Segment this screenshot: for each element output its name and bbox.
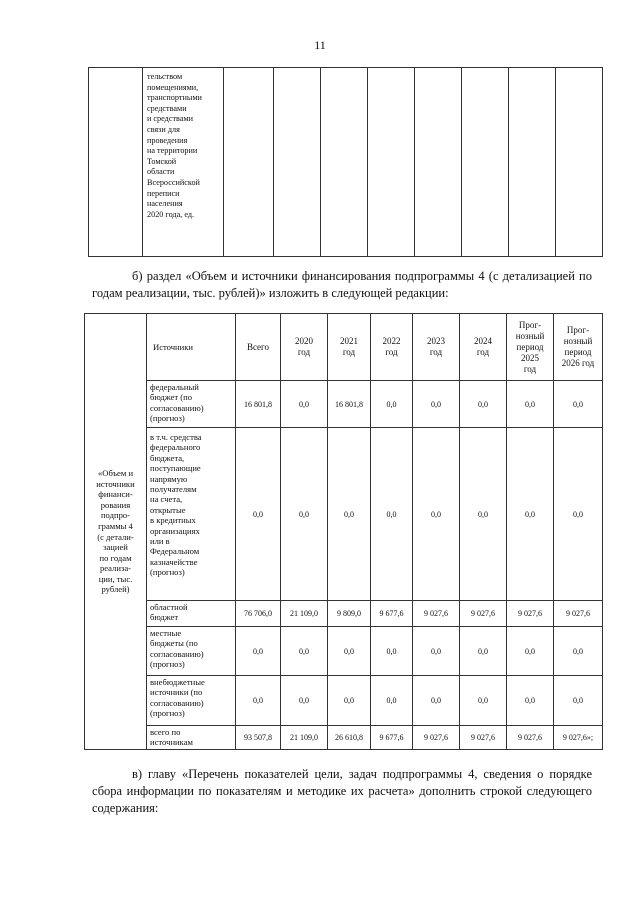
source-cell: федеральный бюджет (по согласованию) (прогноз) [147,381,236,428]
source-cell: в т.ч. средства федерального бюджета, поступающие напрямую получателям на счета, открытые в кредитных организациях или в Федеральном казначействе (прогноз) [147,428,236,601]
source-cell: местные бюджеты (по согласованию) (прогноз) [147,627,236,676]
value-cell: 16 801,8 [328,381,371,428]
table-cell [415,68,462,257]
value-cell: 0,0 [554,428,603,601]
table-cell [274,68,321,257]
value-cell: 9 027,6 [460,601,507,627]
financing-table [84,313,603,750]
table-cell [368,68,415,257]
value-cell: 76 706,0 [236,601,281,627]
table-row [85,676,603,726]
value-cell: 0,0 [507,676,554,726]
page-number: 11 [314,38,326,52]
table-row [85,726,603,750]
value-cell: 0,0 [507,627,554,676]
indicator-text-cell: тельством помещениями, транспортными средствами и средствами связи для проведения на территории Томской области Всероссийской переписи населения 2020 года, ед. [143,68,224,257]
table-row [85,381,603,428]
value-cell: 0,0 [371,627,413,676]
value-cell: 9 027,6»; [554,726,603,750]
value-cell: 0,0 [328,428,371,601]
value-cell: 0,0 [460,381,507,428]
header-2021: 2021 год [328,314,371,381]
value-cell: 0,0 [281,381,328,428]
value-cell: 0,0 [507,381,554,428]
source-cell: всего по источникам [147,726,236,750]
table-row [85,428,603,601]
value-cell: 9 027,6 [507,726,554,750]
table-cell [224,68,274,257]
value-cell: 16 801,8 [236,381,281,428]
table-cell [321,68,368,257]
table-cell [462,68,509,257]
value-cell: 0,0 [413,676,460,726]
value-cell: 9 809,0 [328,601,371,627]
value-cell: 0,0 [554,381,603,428]
value-cell: 0,0 [554,627,603,676]
value-cell: 0,0 [507,428,554,601]
value-cell: 0,0 [236,428,281,601]
value-cell: 9 027,6 [413,601,460,627]
header-2022: 2022 год [371,314,413,381]
value-cell: 0,0 [328,676,371,726]
value-cell: 0,0 [371,676,413,726]
value-cell: 0,0 [413,627,460,676]
header-2023: 2023 год [413,314,460,381]
table-row [85,627,603,676]
value-cell: 0,0 [281,428,328,601]
value-cell: 9 027,6 [460,726,507,750]
value-cell: 9 027,6 [507,601,554,627]
financing-label-cell: «Объем и источники финанси- рования подпро- граммы 4 (с детали- зацией по годам реализа- ции, тыс. рублей) [85,314,147,750]
value-cell: 0,0 [460,428,507,601]
paragraph-v: в) главу «Перечень показателей цели, задач подпрограммы 4, сведения о порядке сбора информации по показателям и методике их расчета» дополнить строкой следующего содержания: [92,767,592,815]
value-cell: 0,0 [371,381,413,428]
table-cell [89,68,143,257]
value-cell: 0,0 [460,627,507,676]
paragraph-b: б) раздел «Объем и источники финансирования подпрограммы 4 (с детализацией по годам реализации, тыс. рублей)» изложить в следующей редакции: [92,269,592,300]
table-header-row [85,314,603,381]
value-cell: 0,0 [236,676,281,726]
value-cell: 93 507,8 [236,726,281,750]
table-row [89,68,603,257]
value-cell: 9 677,6 [371,601,413,627]
value-cell: 9 027,6 [413,726,460,750]
value-cell: 9 677,6 [371,726,413,750]
value-cell: 0,0 [554,676,603,726]
value-cell: 0,0 [328,627,371,676]
header-2020: 2020 год [281,314,328,381]
header-sources: Источники [147,314,236,381]
table-row [85,601,603,627]
source-cell: внебюджетные источники (по согласованию) (прогноз) [147,676,236,726]
header-2024: 2024 год [460,314,507,381]
value-cell: 0,0 [460,676,507,726]
value-cell: 0,0 [371,428,413,601]
value-cell: 9 027,6 [554,601,603,627]
value-cell: 0,0 [413,381,460,428]
table-cell [556,68,603,257]
value-cell: 0,0 [281,627,328,676]
value-cell: 21 109,0 [281,601,328,627]
value-cell: 0,0 [236,627,281,676]
header-2025: Прог- нозный период 2025 год [507,314,554,381]
value-cell: 26 610,8 [328,726,371,750]
header-total: Всего [236,314,281,381]
table-cell [509,68,556,257]
value-cell: 21 109,0 [281,726,328,750]
header-2026: Прог- нозный период 2026 год [554,314,603,381]
continued-indicator-table [88,67,603,257]
source-cell: областной бюджет [147,601,236,627]
value-cell: 0,0 [413,428,460,601]
value-cell: 0,0 [281,676,328,726]
